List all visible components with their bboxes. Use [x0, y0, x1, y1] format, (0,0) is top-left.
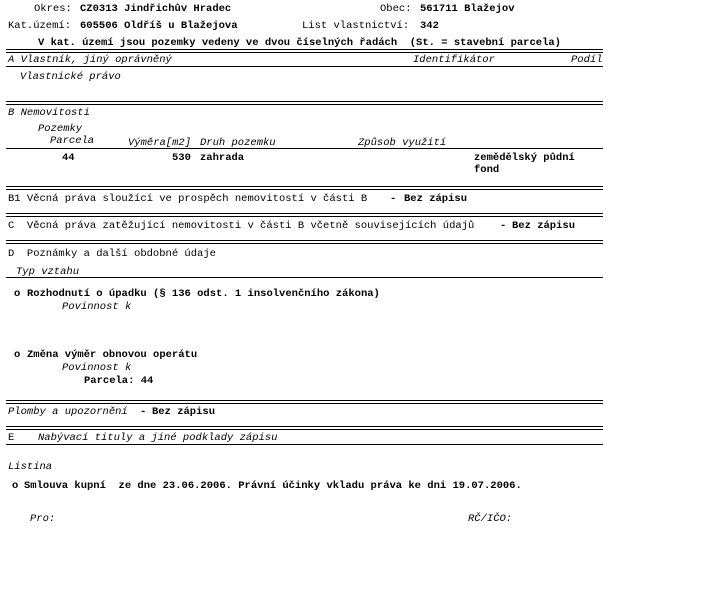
bullet: o	[14, 349, 21, 361]
section-b-title: B Nemovitosti	[8, 107, 90, 119]
divider	[6, 101, 603, 102]
note-entry: Rozhodnutí o úpadku (§ 136 odst. 1 insolvenčního zákona)	[27, 288, 380, 300]
plomby-title: Plomby a upozornění	[8, 406, 128, 418]
col-zpusob-vyuziti: Způsob využití	[358, 137, 447, 149]
listina-label: Listina	[8, 461, 53, 473]
numbering-notice: V kat. území jsou pozemky vedeny ve dvou číselných řadách (St. = stavební parcela)	[38, 37, 561, 49]
pro-label: Pro:	[30, 513, 56, 525]
parcela-ref: Parcela: 44	[84, 375, 154, 387]
section-b1-status: Bez zápisu	[404, 193, 468, 205]
pozemky-label: Pozemky	[38, 123, 83, 135]
section-e-letter: E	[8, 432, 15, 444]
divider	[6, 148, 603, 149]
ochrana-value-line1: zemědělský půdní	[474, 152, 575, 164]
bullet: o	[14, 288, 21, 300]
divider	[6, 429, 603, 430]
divider	[6, 426, 603, 427]
katuzemi-value: 605506 Oldříš u Blažejova	[80, 20, 238, 32]
section-c-status: Bez zápisu	[512, 220, 576, 232]
plomby-dash: -	[140, 406, 147, 418]
obec-label: Obec:	[380, 3, 412, 15]
divider	[6, 403, 603, 404]
section-c-dash: -	[500, 220, 507, 232]
divider	[6, 104, 603, 105]
listina-entry: Smlouva kupní ze dne 23.06.2006. Právní účinky vkladu práva ke dni 19.07.2006.	[24, 480, 522, 492]
divider	[6, 186, 603, 187]
divider	[6, 66, 603, 67]
list-vlastnictvi-value: 342	[420, 20, 439, 32]
divider	[6, 216, 603, 217]
col-vymera: Výměra[m2]	[128, 137, 192, 149]
divider	[6, 52, 603, 53]
divider	[6, 240, 603, 241]
divider	[6, 277, 603, 278]
divider	[6, 243, 603, 244]
povinnost-label: Povinnost k	[62, 362, 132, 374]
katuzemi-label: Kat.území:	[8, 20, 72, 32]
col-identifikator: Identifikátor	[413, 54, 495, 66]
divider	[6, 49, 603, 50]
note-entry: Změna výměr obnovou operátu	[27, 349, 198, 361]
divider	[6, 189, 603, 190]
col-podil: Podíl	[571, 54, 603, 66]
okres-label: Okres:	[34, 3, 72, 15]
bullet: o	[12, 480, 19, 492]
vymera-value: 530	[172, 152, 191, 164]
rc-ico-label: RČ/IČO:	[468, 513, 513, 525]
section-d-title: D Poznámky a další obdobné údaje	[8, 248, 216, 260]
vlastnicke-pravo-label: Vlastnické právo	[20, 71, 121, 83]
povinnost-label: Povinnost k	[62, 301, 132, 313]
ochrana-value-line2: fond	[474, 164, 500, 176]
divider	[6, 400, 603, 401]
section-a-title: A Vlastník, jiný oprávněný	[8, 54, 172, 66]
okres-value: CZ0313 Jindřichův Hradec	[80, 3, 232, 15]
druh-value: zahrada	[200, 152, 245, 164]
col-druh-pozemku: Druh pozemku	[200, 137, 276, 149]
section-b1-dash: -	[390, 193, 397, 205]
divider	[6, 444, 603, 445]
col-parcela: Parcela	[50, 135, 95, 147]
plomby-status: Bez zápisu	[152, 406, 216, 418]
list-vlastnictvi-label: List vlastnictví:	[302, 20, 410, 32]
section-b1-title: B1 Věcná práva sloužící ve prospěch nemovitostí v části B	[8, 193, 368, 205]
typ-vztahu-label: Typ vztahu	[16, 266, 80, 278]
section-c-title: C Věcná práva zatěžující nemovitosti v části B včetně souvisejících údajů	[8, 220, 475, 232]
parcela-value: 44	[62, 152, 75, 164]
section-e-title: Nabývací tituly a jiné podklady zápisu	[38, 432, 278, 444]
obec-value: 561711 Blažejov	[420, 3, 515, 15]
divider	[6, 213, 603, 214]
